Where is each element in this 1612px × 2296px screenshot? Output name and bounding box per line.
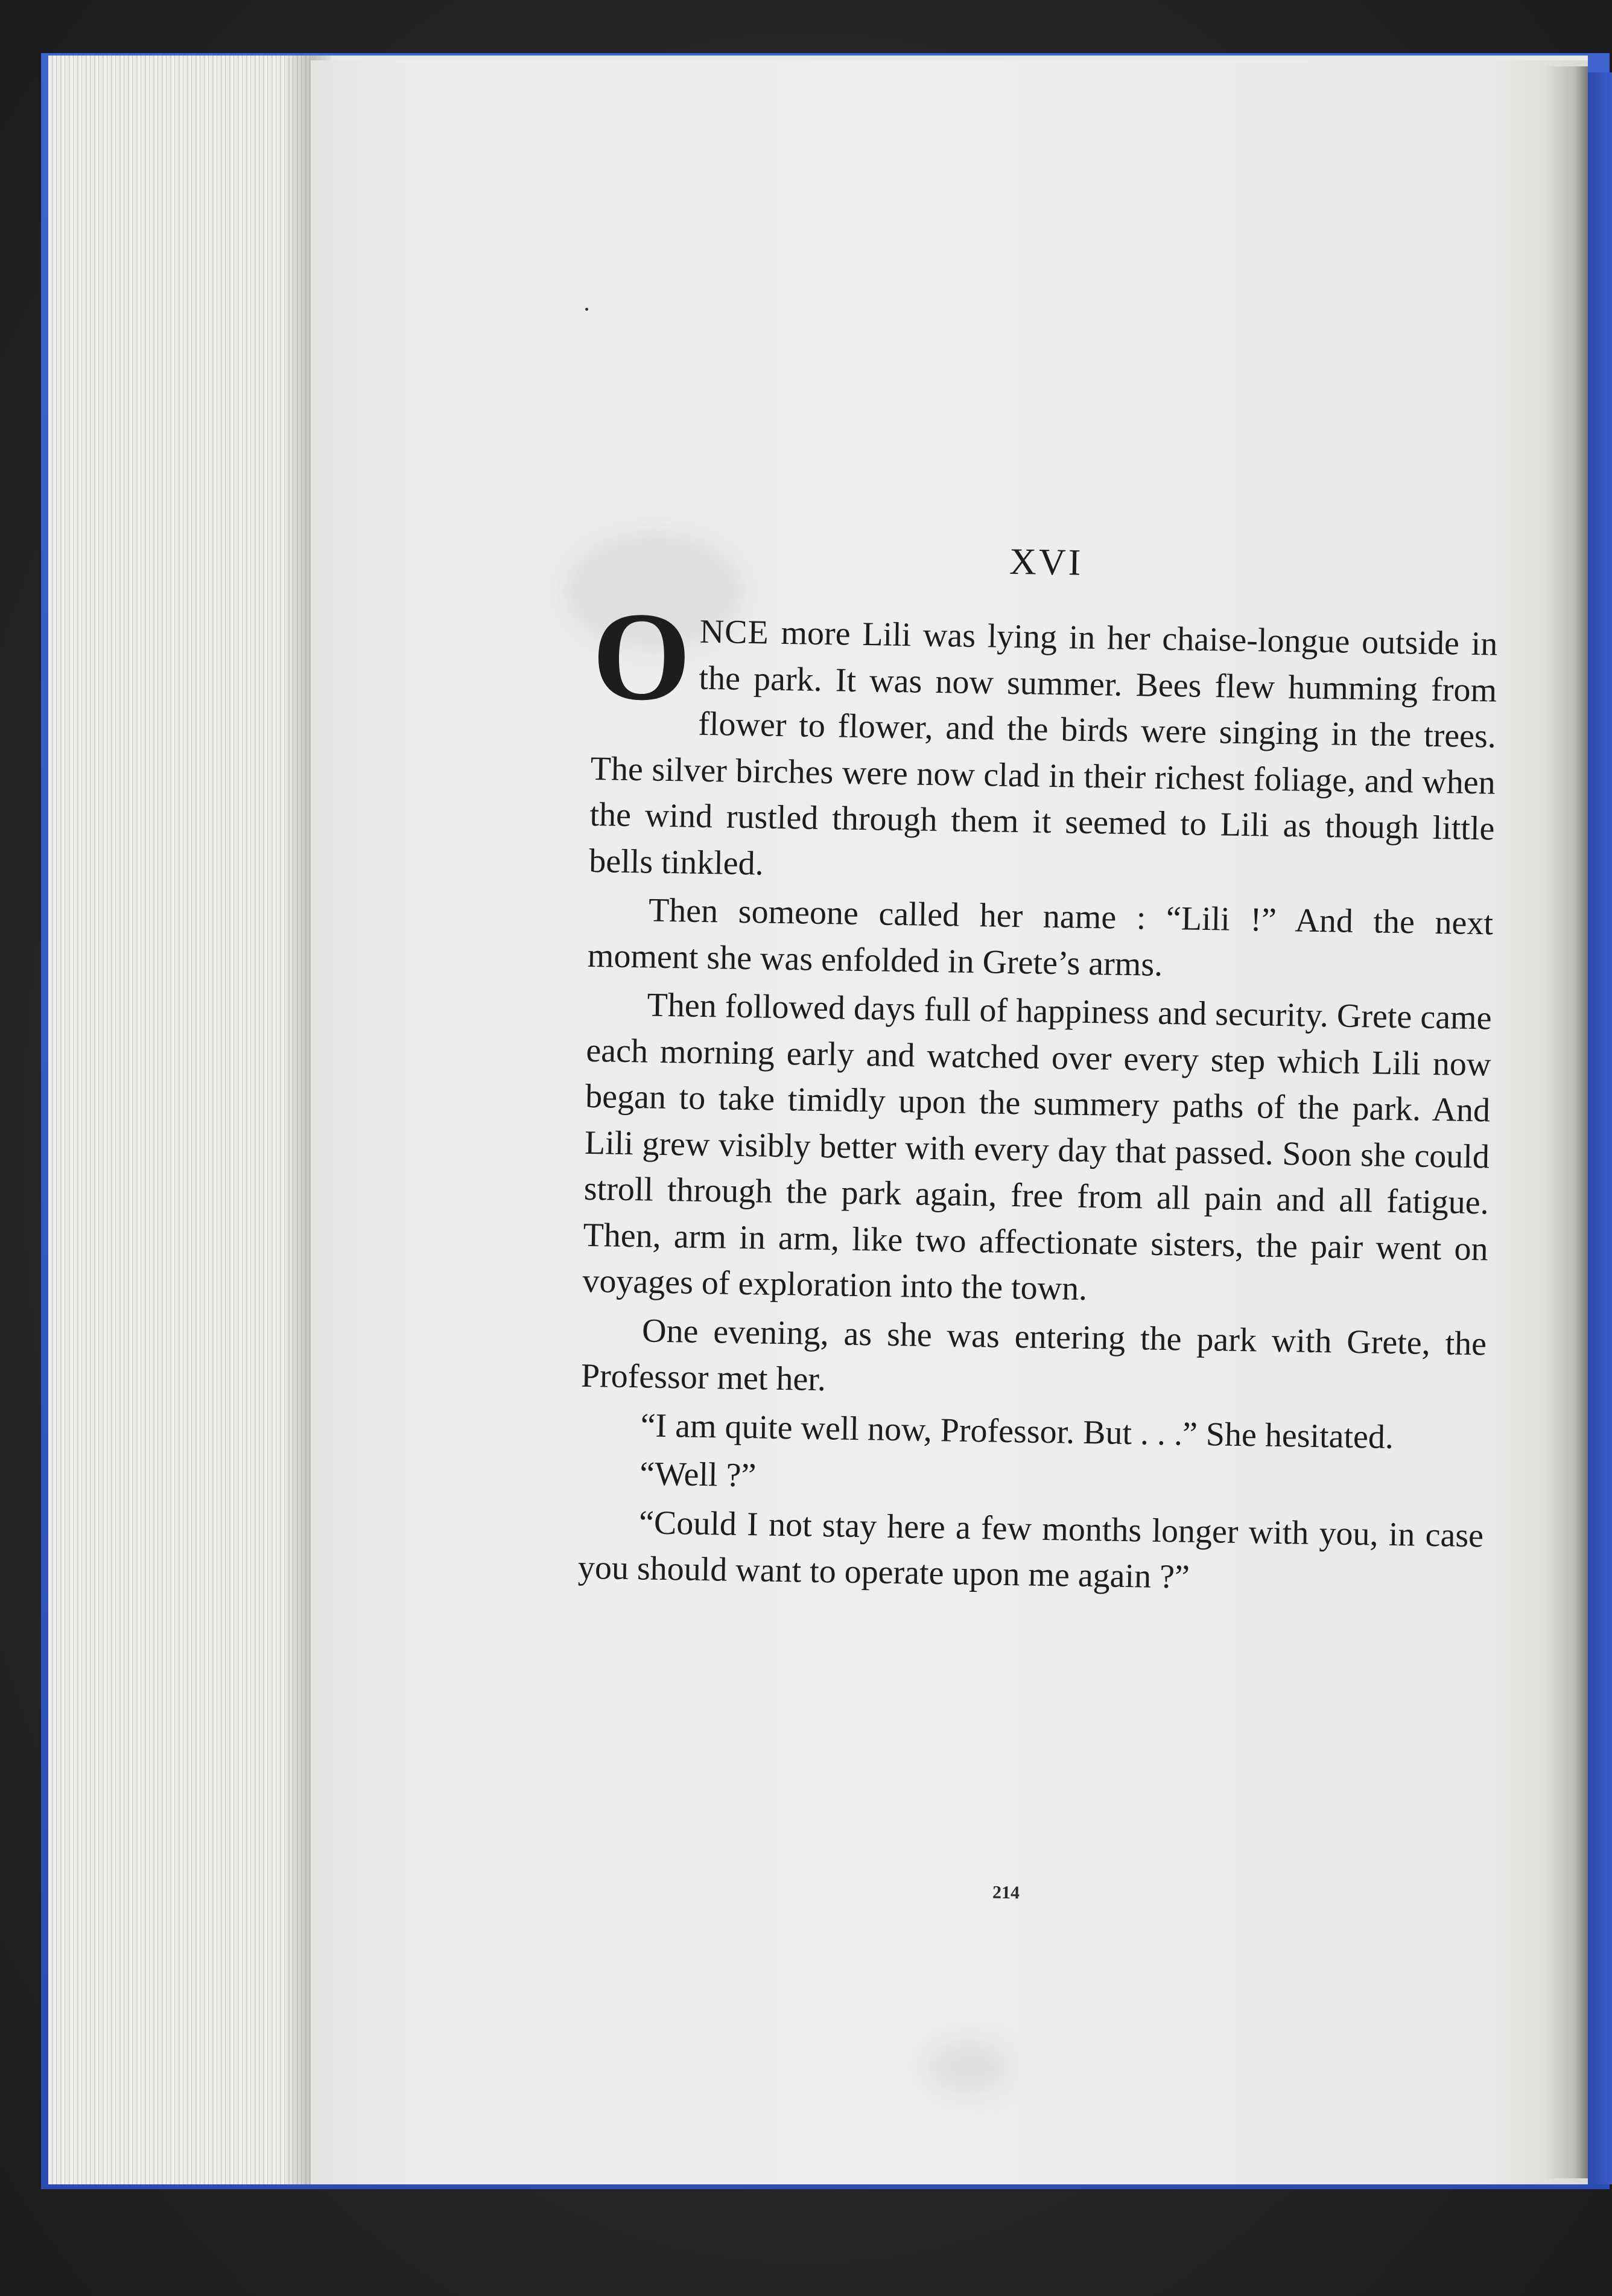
paragraph: “Well ?” — [639, 1455, 757, 1495]
chapter-title: XVI — [1009, 541, 1084, 584]
book-cover-edge — [1585, 72, 1612, 2184]
paragraph: “I am quite well now, Professor. But . . .” She hesitated. — [640, 1406, 1394, 1456]
paragraph-text: more Lili was lying in her chaise-longue outside in the park. It was now summer. Bees flew humming from flower to flower, and the birds were singing in the trees. The silver birches were now clad in their richest foliage, and when the wind rustled through them it seemed to Lili as though little bells tinkled. — [588, 614, 1498, 882]
page-gutter-shadow — [1544, 66, 1588, 2178]
page-speck — [585, 308, 588, 311]
lead-in: NCE — [699, 612, 770, 652]
page-smudge — [926, 2040, 1011, 2094]
drop-cap: O — [591, 585, 692, 728]
paragraph: One evening, as she was entering the park with Grete, the Professor met her. — [580, 1311, 1487, 1399]
paragraph: Then followed days full of happiness and security. Grete came each morning early and watched over every step which Lili now began to take timidly upon the summery paths of the park. And Lili grew visibly better with every day that passed. Soon she could stroll through the park again, free from all pain and all fatigue. Then, arm in arm, like two affectionate sisters, the pair went on voyages of exploration into the town. — [582, 986, 1492, 1308]
page-number: 214 — [992, 1882, 1020, 1903]
paragraph — [588, 585, 1498, 898]
page-edges — [48, 56, 314, 2184]
paragraph: “Could I not stay here a few months longer with you, in case you should want to operate upon me again ?” — [577, 1503, 1484, 1596]
page-text — [577, 531, 1499, 1605]
paragraph: Then someone called her name : “Lili !” And the next moment she was enfolded in Grete’s arms. — [587, 891, 1494, 984]
